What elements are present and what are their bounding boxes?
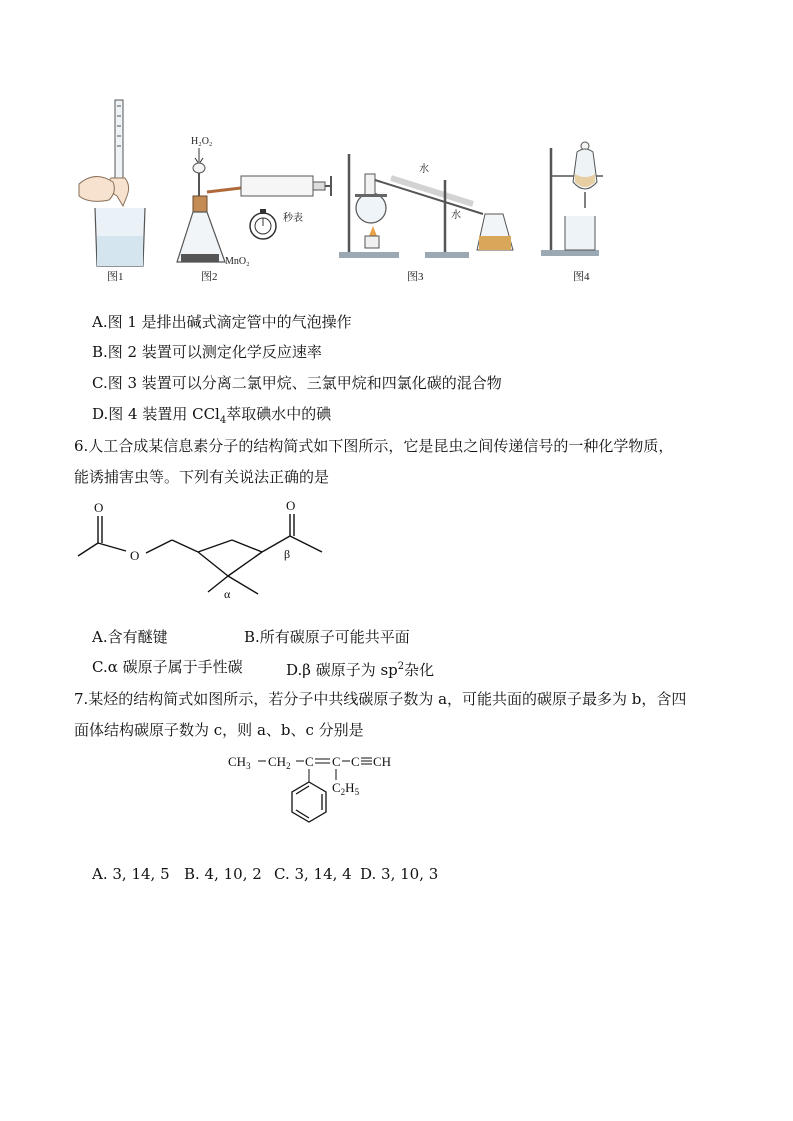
figure-2-caption: 图2 <box>201 271 218 283</box>
figure-1-caption: 图1 <box>107 271 124 283</box>
figure-4-caption: 图4 <box>573 271 590 283</box>
formula-ch3-text: CH <box>228 754 247 769</box>
q7-option-c: C. 3, 14, 4 <box>274 865 352 883</box>
figure-2-reaction-rate <box>177 136 331 283</box>
figure-3-distillation <box>339 154 513 283</box>
formula-c1: C <box>305 754 314 769</box>
alpha-label: α <box>224 587 231 601</box>
q6-stem-line2: 能诱捕害虫等。下列有关说法正确的是 <box>74 468 330 486</box>
q6-structure <box>72 496 332 608</box>
figure-4-extraction <box>541 142 603 283</box>
q6-option-d-superscript: 2 <box>397 661 405 672</box>
formula-ch2-text: CH <box>268 754 287 769</box>
q5-option-d-prefix: D.图 4 装置用 CCl <box>92 405 220 423</box>
q7-structure <box>226 748 410 838</box>
q7-stem-line1: 7.某烃的结构简式如图所示，若分子中共线碳原子数为 a，可能共面的碳原子最多为 b，含四 <box>74 690 687 708</box>
formula-ch3 <box>228 754 251 771</box>
formula-c3: C <box>351 754 360 769</box>
figure-1-burette <box>79 100 145 283</box>
q7-option-a: A. 3, 14, 5 <box>92 865 170 883</box>
formula-c2: C <box>332 754 341 769</box>
water-in-label: 水 <box>451 210 461 221</box>
stopwatch-label: 秒表 <box>283 213 303 224</box>
q7-option-d: D. 3, 10, 3 <box>360 865 439 883</box>
benzene-ring <box>292 782 326 822</box>
formula-c2h5-sub1: 2 <box>340 787 346 797</box>
q5-option-b: B.图 2 装置可以测定化学反应速率 <box>92 343 322 361</box>
formula-c2h5-c: C <box>332 780 341 795</box>
formula-ch: CH <box>373 754 392 769</box>
q6-option-a: A.含有醚键 <box>92 628 168 646</box>
formula-c2h5-sub2: 5 <box>354 787 360 797</box>
q5-option-c: C.图 3 装置可以分离二氯甲烷、三氯甲烷和四氯化碳的混合物 <box>92 374 502 392</box>
mno2-label: MnO₂ <box>225 256 250 267</box>
q6-option-d <box>286 657 434 680</box>
water-out-label: 水 <box>419 164 429 175</box>
q5-option-a: A.图 1 是排出碱式滴定管中的气泡操作 <box>92 313 352 331</box>
q5-option-d <box>92 404 331 431</box>
formula-ch2 <box>268 754 291 771</box>
q7-option-b: B. 4, 10, 2 <box>184 865 262 883</box>
h2o2-label: H₂O₂ <box>191 136 213 147</box>
q6-option-c: C.α 碳原子属于手性碳 <box>92 658 243 676</box>
q7-stem-line2: 面体结构碳原子数为 c，则 a、b、c 分别是 <box>74 721 364 739</box>
ester-oxygen: O <box>130 548 140 563</box>
q5-option-d-subscript: 4 <box>219 415 227 426</box>
beta-label: β <box>284 547 291 561</box>
figure-3-caption: 图3 <box>407 271 424 283</box>
carbonyl-oxygen-2: O <box>286 498 296 513</box>
q5-option-d-suffix: 萃取碘水中的碘 <box>226 405 332 423</box>
carbonyl-oxygen-1: O <box>94 500 104 515</box>
q6-stem-line1: 6.人工合成某信息素分子的结构简式如下图所示，它是昆虫之间传递信号的一种化学物质， <box>74 437 674 455</box>
formula-c2h5-h: H <box>345 780 355 795</box>
q6-option-b: B.所有碳原子可能共平面 <box>244 628 410 646</box>
formula-ch2-sub: 2 <box>286 761 291 771</box>
q6-option-d-prefix: D.β 碳原子为 sp <box>286 661 398 679</box>
apparatus-figures <box>73 96 625 288</box>
q6-option-d-suffix: 杂化 <box>404 661 435 679</box>
formula-ch3-sub: 3 <box>246 761 251 771</box>
formula-c2h5 <box>332 780 360 797</box>
